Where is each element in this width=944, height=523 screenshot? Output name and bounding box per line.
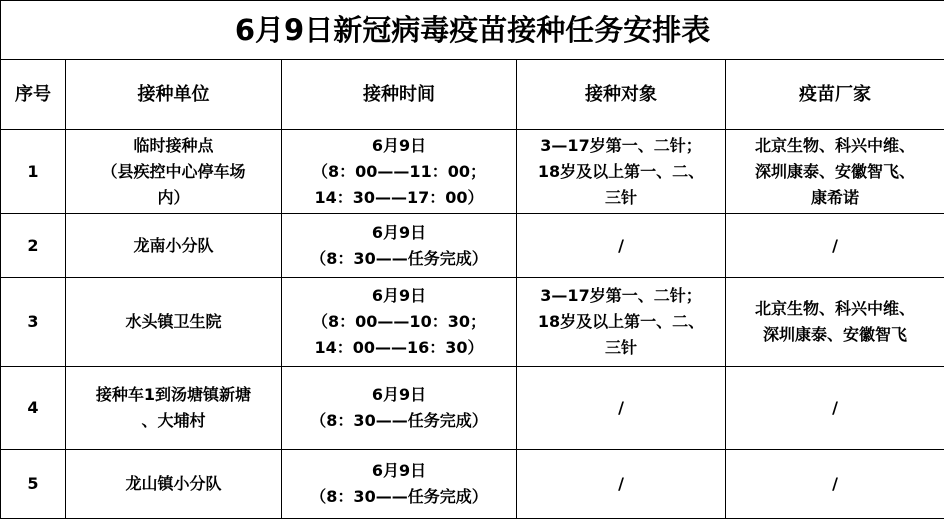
cell-line: 、大埔村 <box>141 411 206 430</box>
cell-line: 龙山镇小分队 <box>125 474 222 493</box>
cell-line: / <box>832 235 838 255</box>
row-unit <box>66 367 282 450</box>
cell-line: （8：00——11：00； <box>312 161 486 181</box>
cell-line: （8：30——任务完成） <box>310 248 488 268</box>
cell-line: 龙南小分队 <box>133 235 214 255</box>
row-vendor <box>726 214 944 278</box>
header-seq: 序号 <box>1 60 66 130</box>
row-seq: 5 <box>1 450 66 519</box>
header-vendor: 疫苗厂家 <box>726 60 944 130</box>
cell-line: （8：00——10：30； <box>312 312 486 331</box>
row-vendor <box>726 367 944 450</box>
cell-line: 3—17岁第一、二针； <box>540 286 702 305</box>
row-unit <box>66 450 282 519</box>
row-target <box>517 278 726 367</box>
cell-line: 内） <box>157 187 190 207</box>
cell-line: 6月9日 <box>371 135 427 155</box>
cell-line: / <box>618 474 624 493</box>
header-row <box>1 60 944 130</box>
cell-line: 接种车1到汤塘镇新塘 <box>95 385 252 404</box>
row-seq: 1 <box>1 130 66 214</box>
table-row <box>1 450 944 519</box>
row-target <box>517 214 726 278</box>
cell-line: 14：30——17：00） <box>314 187 484 207</box>
cell-line: 康希诺 <box>811 187 860 207</box>
cell-line: 14：00——16：30） <box>314 338 484 357</box>
row-seq: 4 <box>1 367 66 450</box>
cell-line: 3—17岁第一、二针； <box>540 135 702 155</box>
row-vendor <box>726 450 944 519</box>
cell-line: （8：30——任务完成） <box>310 487 488 506</box>
cell-line: / <box>832 398 838 417</box>
row-time <box>282 278 517 367</box>
row-unit <box>66 214 282 278</box>
row-unit <box>66 130 282 214</box>
cell-line: / <box>832 474 838 493</box>
table-row <box>1 130 944 214</box>
cell-line: 北京生物、科兴中维、 <box>755 135 916 155</box>
row-time <box>282 367 517 450</box>
header-time: 接种时间 <box>282 60 517 130</box>
cell-line: 深圳康泰、安徽智飞 <box>763 325 908 344</box>
row-vendor <box>726 278 944 367</box>
row-vendor <box>726 130 944 214</box>
row-seq: 2 <box>1 214 66 278</box>
cell-line: 三针 <box>604 338 637 357</box>
cell-line: / <box>618 235 624 255</box>
cell-line: 深圳康泰、安徽智飞、 <box>755 161 916 181</box>
cell-line: 临时接种点 <box>133 135 214 155</box>
header-target: 接种对象 <box>517 60 726 130</box>
cell-line: （县疾控中心停车场 <box>101 161 246 181</box>
table-row <box>1 214 944 278</box>
row-target <box>517 450 726 519</box>
cell-line: 18岁及以上第一、二、 <box>537 161 705 181</box>
cell-line: （8：30——任务完成） <box>310 411 488 430</box>
cell-line: 北京生物、科兴中维、 <box>755 299 916 318</box>
cell-line: 水头镇卫生院 <box>125 312 222 331</box>
page-title: 6月9日新冠病毒疫苗接种任务安排表 <box>1 1 944 60</box>
header-unit: 接种单位 <box>66 60 282 130</box>
cell-line: 6月9日 <box>371 385 427 404</box>
row-target <box>517 130 726 214</box>
row-target <box>517 367 726 450</box>
row-unit <box>66 278 282 367</box>
row-time <box>282 130 517 214</box>
cell-line: / <box>618 398 624 417</box>
row-time <box>282 214 517 278</box>
table-row <box>1 367 944 450</box>
row-seq: 3 <box>1 278 66 367</box>
title-row <box>1 1 944 60</box>
cell-line: 6月9日 <box>371 286 427 305</box>
cell-line: 6月9日 <box>371 461 427 480</box>
cell-line: 18岁及以上第一、二、 <box>537 312 705 331</box>
cell-line: 6月9日 <box>371 222 427 242</box>
cell-line: 三针 <box>604 187 637 207</box>
table-row <box>1 278 944 367</box>
row-time <box>282 450 517 519</box>
